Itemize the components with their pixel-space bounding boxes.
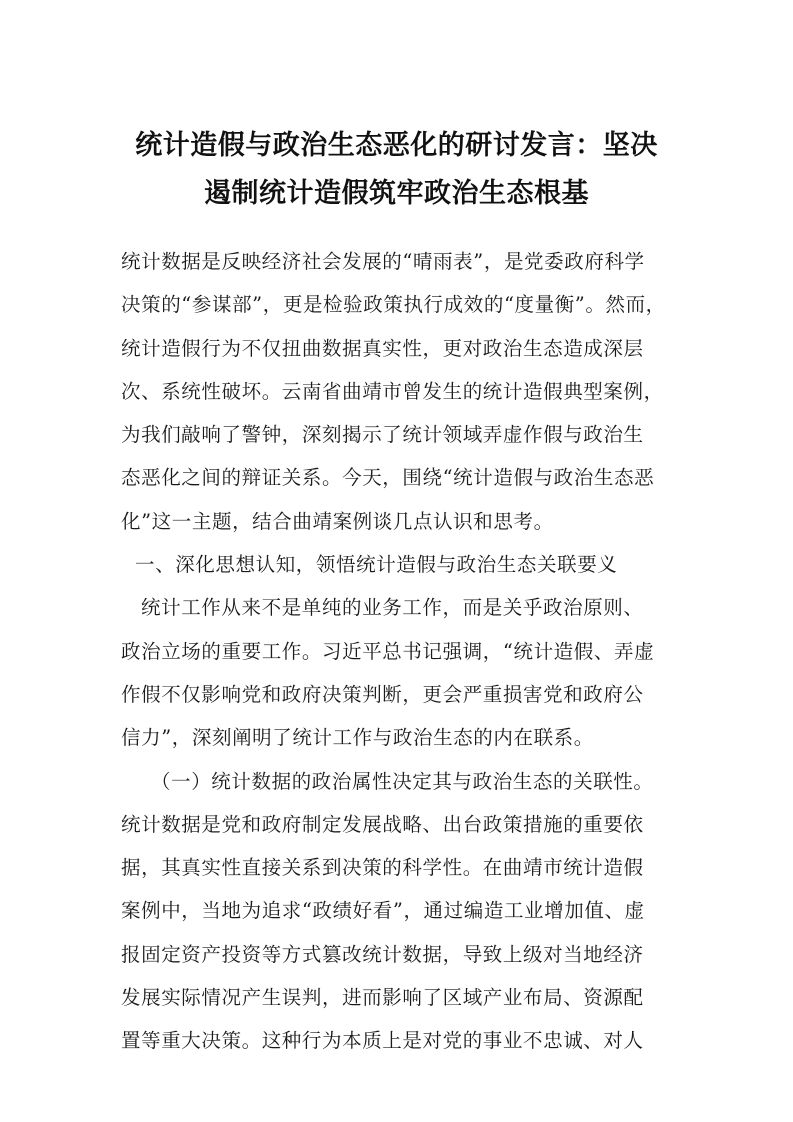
subsection-heading: （一）统计数据的政治属性决定其与政治生态的关联性。: [151, 769, 654, 793]
body-line: 发展实际情况产生误判，进而影响了区域产业布局、资源配: [121, 986, 644, 1010]
body-line: 化”这一主题，结合曲靖案例谈几点认识和思考。: [121, 509, 554, 533]
body-line: 信力”，深刻阐明了统计工作与政治生态的内在联系。: [121, 726, 594, 750]
section-heading: 一、深化思想认知，领悟统计造假与政治生态关联要义: [135, 553, 618, 577]
body-line: 统计工作从来不是单纯的业务工作，而是关乎政治原则、: [141, 596, 644, 620]
body-line: 为我们敲响了警钟，深刻揭示了统计领域弄虚作假与政治生: [121, 423, 644, 447]
body-line: 统计数据是党和政府制定发展战略、出台政策措施的重要依: [121, 812, 644, 836]
body-line: 态恶化之间的辩证关系。今天，围绕“统计造假与政治生态恶: [121, 466, 655, 490]
body-line: 决策的“参谋部”，更是检验政策执行成效的“度量衡”。然而，: [121, 293, 666, 317]
body-line: 政治立场的重要工作。习近平总书记强调，“统计造假、弄虚: [121, 639, 655, 663]
body-line: 统计造假行为不仅扭曲数据真实性，更对政治生态造成深层: [121, 336, 644, 360]
body-line: 作假不仅影响党和政府决策判断，更会严重损害党和政府公: [121, 682, 644, 706]
body-line: 置等重大决策。这种行为本质上是对党的事业不忠诚、对人: [121, 1029, 644, 1053]
title-line-1: 统计造假与政治生态恶化的研讨发言：坚决: [135, 130, 658, 161]
document-title: [100, 122, 693, 218]
body-line: 案例中，当地为追求“政绩好看”，通过编造工业增加值、虚: [121, 899, 645, 923]
body-line: 统计数据是反映经济社会发展的“晴雨表”，是党委政府科学: [121, 250, 645, 273]
body-line: 据，其真实性直接关系到决策的科学性。在曲靖市统计造假: [121, 856, 644, 880]
title-line-2: 遏制统计造假筑牢政治生态根基: [204, 178, 589, 209]
body-line: 报固定资产投资等方式篡改统计数据，导致上级对当地经济: [121, 942, 644, 966]
document-body: [121, 240, 681, 1063]
body-line: 次、系统性破坏。云南省曲靖市曾发生的统计造假典型案例，: [121, 379, 664, 403]
